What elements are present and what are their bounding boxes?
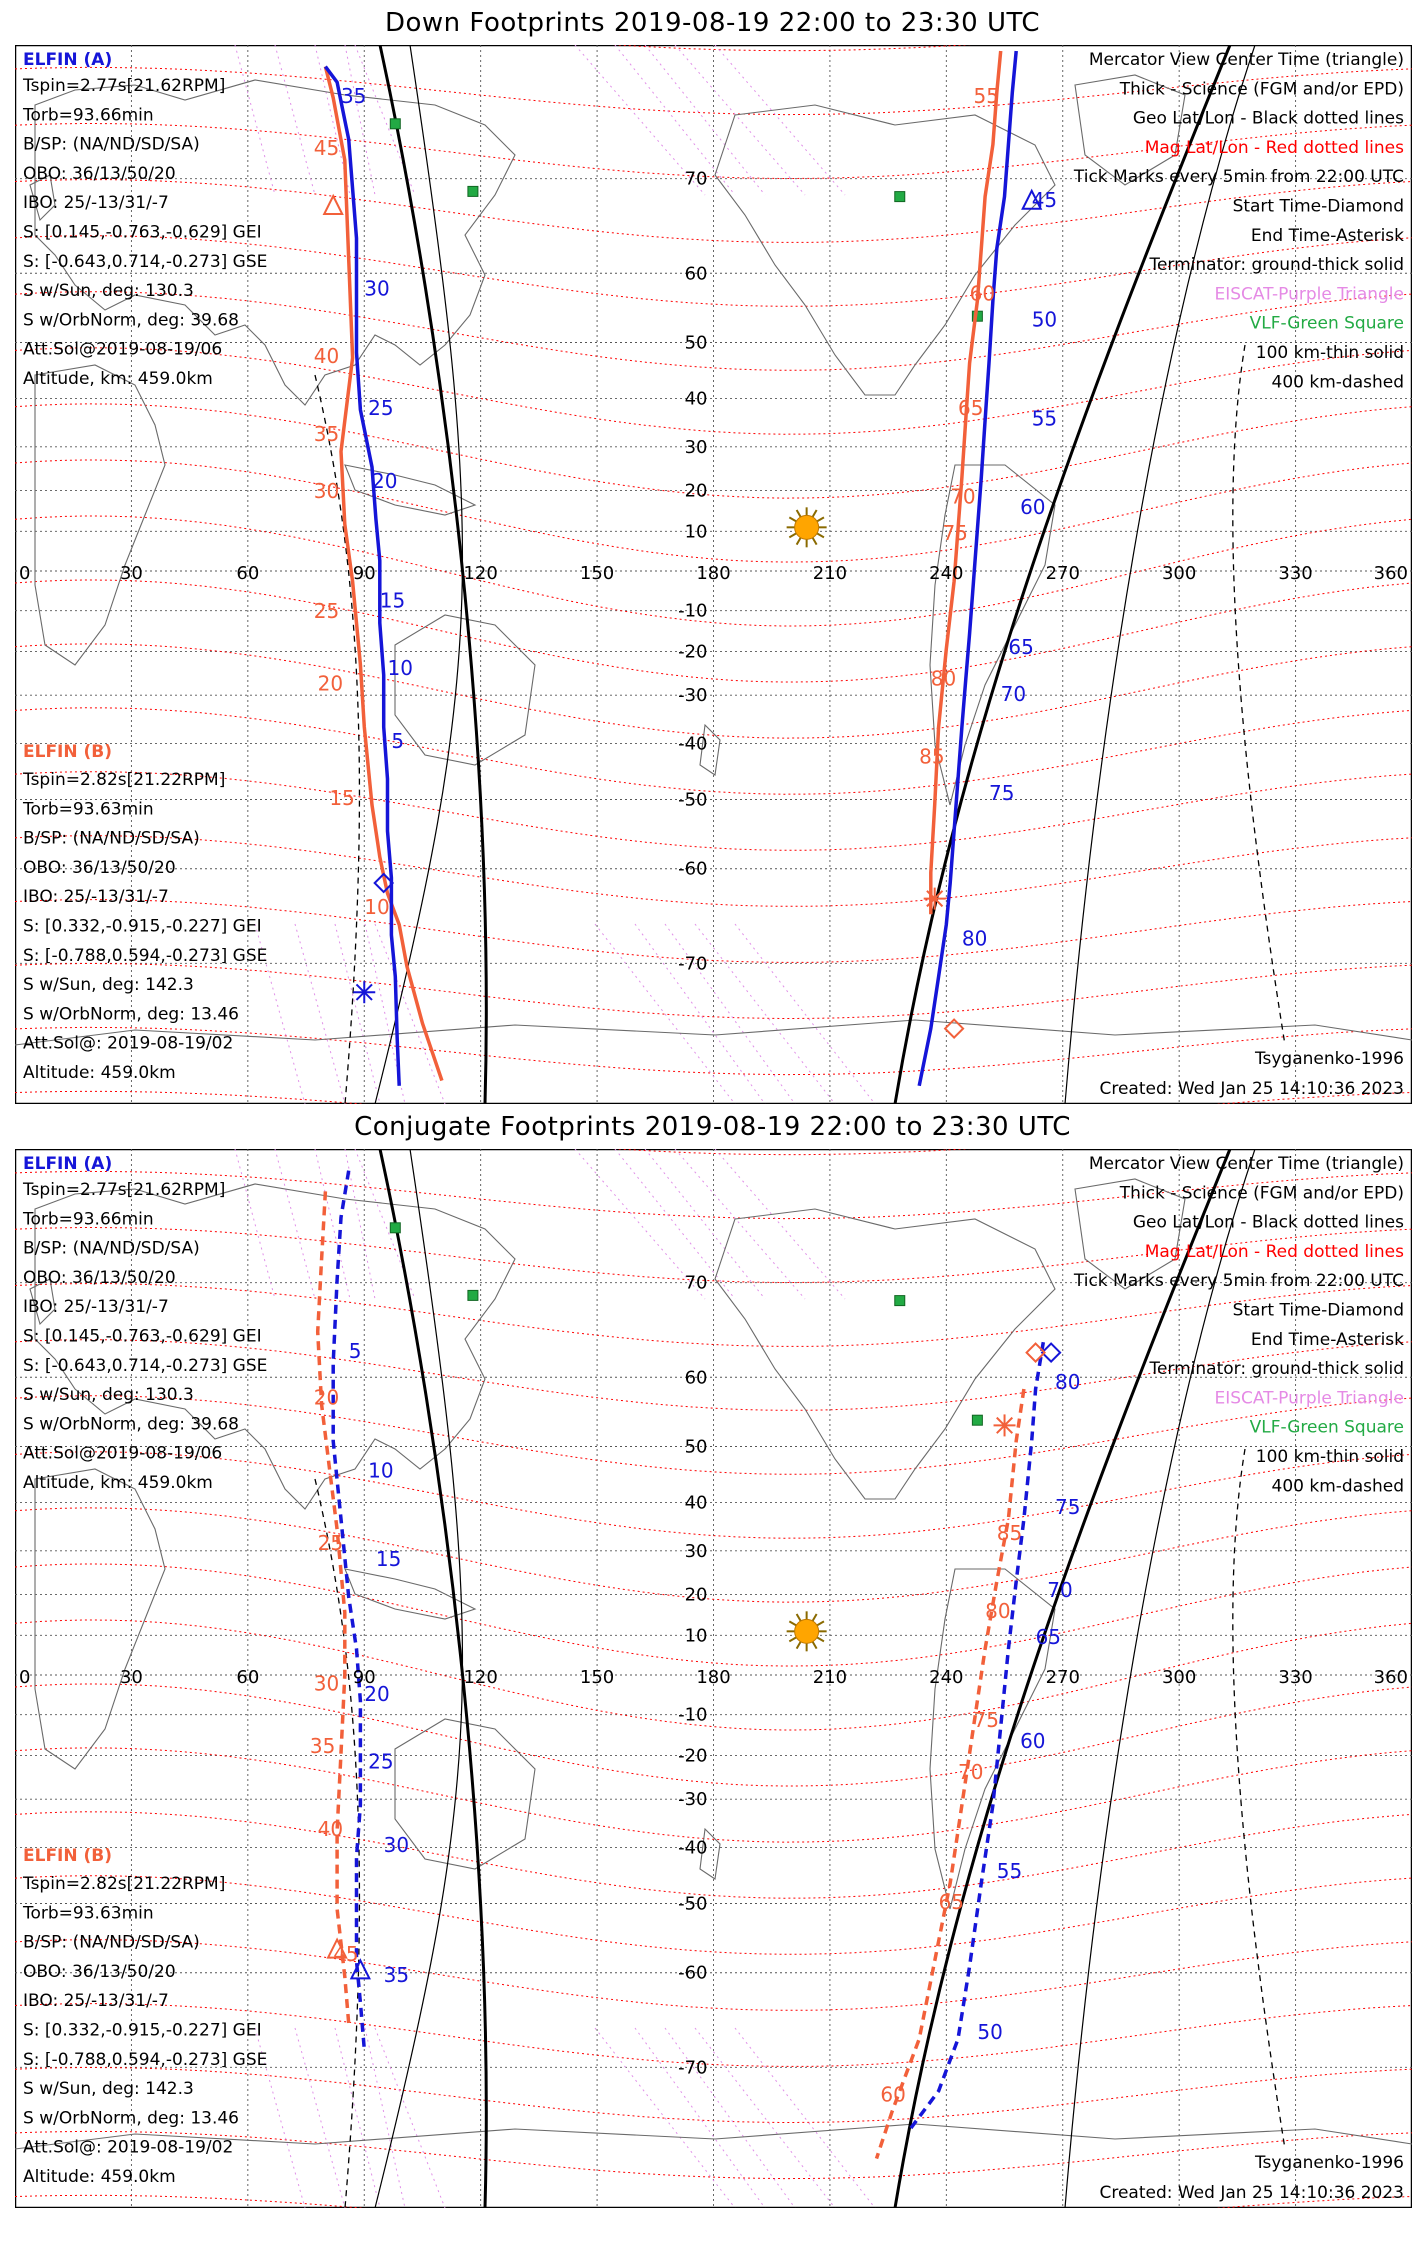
latitude-label: -30 [678,685,708,707]
elfin-a-info-line: Altitude, km: 459.0km [23,1473,213,1493]
legend-entry: Thick - Science (FGM and/or EPD) [1119,1183,1404,1204]
latitude-label: -10 [678,1704,708,1726]
legend-entry: EISCAT-Purple Triangle [1214,284,1404,305]
latitude-label: -50 [678,789,708,811]
elfin-b-tick-label: 25 [317,1531,344,1556]
elfin-b-info-line: Torb=93.63min [23,1903,154,1924]
legend-entry: Mercator View Center Time (triangle) [1088,50,1404,70]
elfin-b-tick-label: 65 [957,396,984,420]
elfin-b-end-asterisk-icon [994,1414,1016,1436]
elfin-a-tick-label: 35 [340,84,367,108]
elfin-b-tick-label: 20 [313,1385,340,1410]
elfin-b-tick-label: 35 [313,422,340,446]
elfin-a-info-line: Att.Sol@2019-08-19/06 [23,1443,223,1464]
latitude-label: 30 [684,1540,708,1562]
elfin-b-tick-label: 40 [313,344,340,368]
elfin-b-info-line: S: [0.332,-0.915,-0.227] GEI [23,916,262,937]
legend-entry: Mercator View Center Time (triangle) [1088,1154,1404,1174]
legend-entry: Tick Marks every 5min from 22:00 UTC [1073,167,1404,188]
elfin-a-tick-label: 30 [383,1832,410,1857]
elfin-a-info-line: Altitude, km: 459.0km [23,369,213,389]
vlf-station-icon [390,1223,400,1233]
longitude-label: 0 [19,1667,31,1688]
elfin-b-tick-label: 75 [942,520,968,545]
longitude-label: 210 [812,1667,848,1688]
legend-entry: Tick Marks every 5min from 22:00 UTC [1073,1271,1404,1292]
legend-entry: VLF-Green Square [1249,1417,1404,1438]
longitude-label: 0 [19,563,31,584]
elfin-a-tick-label: 15 [375,1546,402,1571]
vlf-station-icon [390,119,400,129]
longitude-label: 90 [352,1667,376,1688]
elfin-b-info-line: S: [-0.788,0.594,-0.273] GSE [23,945,268,966]
panel-title-conjugate: Conjugate Footprints 2019-08-19 22:00 to 23:30 UTC [354,1112,1071,1142]
elfin-a-info-line: B/SP: (NA/ND/SD/SA) [23,134,200,155]
elfin-b-tick-label: 30 [313,1671,340,1696]
model-label: Tsyganenko-1996 [1254,1049,1404,1069]
elfin-b-info-line: Tspin=2.82s[21.22RPM] [23,1874,226,1894]
elfin-a-info-line: OBO: 36/13/50/20 [23,1267,176,1288]
elfin-b-info-line: S w/Sun, deg: 142.3 [23,2079,194,2100]
longitude-label: 180 [696,563,731,584]
elfin-a-tick-label: 5 [348,1338,362,1363]
elfin-a-tick-label: 75 [989,780,1015,805]
elfin-b-info-line: B/SP: (NA/ND/SD/SA) [23,1932,200,1953]
elfin-b-tick-label: 60 [969,281,996,306]
sun-disk [795,1619,819,1643]
longitude-label: 90 [352,563,376,584]
elfin-b-tick-label: 35 [309,1734,336,1758]
elfin-b-tick-label: 30 [313,479,340,504]
elfin-a-tick-label: 50 [1031,307,1058,332]
vlf-station-icon [468,186,478,196]
longitude-label: 60 [236,563,260,584]
elfin-b-name: ELFIN (B) [23,742,113,762]
elfin-b-info-line: S: [-0.788,0.594,-0.273] GSE [23,2049,268,2070]
elfin-b-tick-label: 15 [329,786,355,810]
elfin-b-info-line: S w/OrbNorm, deg: 13.46 [23,1004,240,1025]
latitude-label: 30 [684,436,708,458]
latitude-label: -30 [678,1789,708,1811]
latitude-label: -60 [678,858,708,880]
elfin-b-name: ELFIN (B) [23,1846,113,1866]
legend-entry: 100 km-thin solid [1255,343,1404,363]
elfin-a-tick-label: 45 [1031,188,1058,212]
legend-entry: 400 km-dashed [1271,372,1404,393]
elfin-b-tick-label: 85 [919,744,945,769]
legend-entry: VLF-Green Square [1249,313,1404,334]
legend-entry: 400 km-dashed [1271,1476,1404,1497]
elfin-b-info-line: IBO: 25/-13/31/-7 [23,887,169,908]
elfin-a-end-asterisk-icon [353,981,375,1003]
vlf-station-icon [895,192,905,202]
latitude-label: -40 [678,1837,708,1859]
longitude-label: 240 [929,563,964,584]
elfin-a-tick-label: 80 [1054,1370,1081,1394]
elfin-b-tick-label: 65 [938,1890,965,1914]
longitude-label: 270 [1045,563,1080,584]
elfin-b-info-line: S: [0.332,-0.915,-0.227] GEI [23,2020,262,2041]
latitude-label: 60 [684,1367,708,1389]
latitude-label: 70 [684,168,708,190]
elfin-b-info-line: Att.Sol@: 2019-08-19/02 [23,2137,234,2158]
legend-entry: Start Time-Diamond [1232,1300,1404,1321]
elfin-a-info-line: B/SP: (NA/ND/SD/SA) [23,1238,200,1259]
vlf-station-icon [972,1415,982,1425]
elfin-a-tick-label: 10 [387,656,413,680]
longitude-label: 30 [119,563,143,584]
elfin-b-end-asterisk-icon [924,888,946,910]
elfin-a-info-line: Torb=93.66min [23,105,154,126]
elfin-a-info-line: Att.Sol@2019-08-19/06 [23,339,223,360]
longitude-label: 120 [463,563,498,584]
longitude-label: 270 [1045,1667,1080,1688]
elfin-a-tick-label: 5 [391,728,405,753]
model-label: Tsyganenko-1996 [1254,2153,1404,2173]
latitude-label: 50 [684,332,708,354]
latitude-label: 20 [684,480,708,502]
elfin-a-tick-label: 20 [372,468,398,493]
elfin-a-info-line: Tspin=2.77s[21.62RPM] [23,1180,226,1200]
elfin-b-info-line: Tspin=2.82s[21.22RPM] [23,770,226,790]
latitude-label: 50 [684,1436,708,1458]
elfin-a-info-line: S w/OrbNorm, deg: 39.68 [23,1414,240,1435]
latitude-label: -20 [678,1745,708,1767]
latitude-label: -60 [678,1962,708,1984]
latitude-label: -20 [678,641,708,663]
elfin-a-tick-label: 30 [364,276,390,301]
sun-disk [795,515,819,539]
latitude-label: -40 [678,733,708,755]
elfin-a-tick-label: 25 [368,396,394,420]
legend-entry: Mag Lat/Lon - Red dotted lines [1144,1241,1404,1262]
elfin-a-tick-label: 65 [1008,635,1034,660]
vlf-station-icon [895,1296,905,1306]
legend-entry: Terminator: ground-thick solid [1149,1359,1404,1380]
longitude-label: 120 [463,1667,498,1688]
longitude-label: 300 [1161,563,1197,584]
elfin-a-info-line: Torb=93.66min [23,1209,154,1230]
latitude-label: 40 [684,388,708,410]
elfin-b-info-line: S w/Sun, deg: 142.3 [23,975,194,996]
legend-entry: Start Time-Diamond [1232,196,1404,217]
elfin-b-tick-label: 40 [317,1817,344,1842]
elfin-b-info-line: OBO: 36/13/50/20 [23,857,176,878]
longitude-label: 60 [236,1667,260,1688]
elfin-a-tick-label: 70 [1000,682,1027,706]
conjugate-footprints-map [15,1149,1412,2208]
legend-entry: Thick - Science (FGM and/or EPD) [1119,79,1404,100]
longitude-label: 240 [929,1667,964,1688]
legend-entry: Geo Lat/Lon - Black dotted lines [1132,108,1404,129]
legend-entry: EISCAT-Purple Triangle [1214,1388,1404,1409]
elfin-a-info-line: S w/OrbNorm, deg: 39.68 [23,310,240,331]
longitude-label: 330 [1278,563,1313,584]
created-timestamp: Created: Wed Jan 25 14:10:36 2023 [1099,1079,1404,1099]
latitude-label: -70 [678,953,708,975]
latitude-label: 70 [684,1272,708,1294]
elfin-a-tick-label: 50 [977,2020,1003,2044]
elfin-b-info-line: IBO: 25/-13/31/-7 [23,1991,169,2012]
elfin-b-tick-label: 45 [333,1942,359,1966]
elfin-a-tick-label: 75 [1054,1494,1081,1519]
legend-entry: End Time-Asterisk [1250,225,1404,246]
elfin-a-tick-label: 65 [1035,1624,1062,1649]
latitude-label: 10 [684,1625,708,1647]
elfin-b-tick-label: 60 [880,2082,906,2107]
elfin-a-tick-label: 35 [383,1962,410,1987]
elfin-b-tick-label: 55 [973,84,999,108]
legend-entry: 100 km-thin solid [1255,1447,1404,1467]
elfin-b-tick-label: 75 [973,1708,999,1732]
elfin-a-info-line: S w/Sun, deg: 130.3 [23,1385,194,1406]
latitude-label: -50 [678,1893,708,1915]
elfin-a-tick-label: 20 [364,1682,390,1706]
elfin-a-tick-label: 70 [1047,1578,1073,1602]
longitude-label: 30 [119,1667,143,1688]
elfin-a-info-line: S: [0.145,-0.763,-0.629] GEI [23,222,262,243]
elfin-a-info-line: S: [-0.643,0.714,-0.273] GSE [23,1355,268,1376]
elfin-b-tick-label: 80 [930,666,957,691]
panel-title-down: Down Footprints 2019-08-19 22:00 to 23:30 UTC [384,8,1041,38]
longitude-label: 300 [1161,1667,1197,1688]
elfin-a-info-line: OBO: 36/13/50/20 [23,163,176,184]
down-footprints-map [15,45,1412,1104]
elfin-a-tick-label: 10 [368,1458,394,1483]
legend-entry: Geo Lat/Lon - Black dotted lines [1132,1212,1404,1233]
elfin-a-name: ELFIN (A) [23,50,113,70]
longitude-label: 150 [579,563,615,584]
elfin-b-tick-label: 85 [996,1520,1023,1545]
longitude-label: 330 [1278,1667,1313,1688]
elfin-a-info-line: IBO: 25/-13/31/-7 [23,193,169,214]
elfin-b-info-line: B/SP: (NA/ND/SD/SA) [23,828,200,849]
vlf-station-icon [468,1290,478,1300]
latitude-label: -10 [678,600,708,622]
elfin-b-tick-label: 20 [317,671,344,696]
elfin-b-info-line: Att.Sol@: 2019-08-19/02 [23,1033,234,1054]
elfin-b-tick-label: 25 [313,598,340,623]
elfin-a-info-line: IBO: 25/-13/31/-7 [23,1297,169,1318]
longitude-label: 360 [1373,563,1408,584]
elfin-a-tick-label: 25 [368,1749,394,1774]
latitude-label: -70 [678,2057,708,2079]
longitude-label: 360 [1373,1667,1408,1688]
elfin-a-tick-label: 15 [379,588,406,613]
longitude-label: 180 [696,1667,731,1688]
elfin-a-tick-label: 60 [1020,494,1046,519]
latitude-label: 20 [684,1584,708,1606]
elfin-a-info-line: Tspin=2.77s[21.62RPM] [23,76,226,96]
latitude-label: 60 [684,263,708,285]
elfin-a-name: ELFIN (A) [23,1154,113,1174]
latitude-label: 40 [684,1492,708,1514]
created-timestamp: Created: Wed Jan 25 14:10:36 2023 [1099,2183,1404,2203]
elfin-a-tick-label: 55 [996,1858,1023,1883]
elfin-b-info-line: S w/OrbNorm, deg: 13.46 [23,2108,240,2129]
elfin-b-info-line: OBO: 36/13/50/20 [23,1961,176,1982]
elfin-a-tick-label: 55 [1031,406,1058,431]
elfin-a-tick-label: 60 [1020,1728,1046,1753]
elfin-b-tick-label: 80 [985,1598,1011,1623]
elfin-a-info-line: S: [0.145,-0.763,-0.629] GEI [23,1326,262,1347]
elfin-a-info-line: S w/Sun, deg: 130.3 [23,281,194,302]
elfin-a-info-line: S: [-0.643,0.714,-0.273] GSE [23,251,268,272]
elfin-a-tick-label: 80 [961,926,988,951]
legend-entry: Mag Lat/Lon - Red dotted lines [1144,137,1404,158]
legend-entry: Terminator: ground-thick solid [1149,255,1404,276]
elfin-b-info-line: Altitude: 459.0km [23,2167,176,2187]
legend-entry: End Time-Asterisk [1250,1329,1404,1350]
elfin-b-tick-label: 70 [950,484,976,509]
longitude-label: 150 [579,1667,615,1688]
longitude-label: 210 [812,563,848,584]
elfin-b-info-line: Torb=93.63min [23,799,154,820]
latitude-label: 10 [684,521,708,543]
elfin-b-info-line: Altitude: 459.0km [23,1063,176,1083]
elfin-b-tick-label: 70 [957,1760,984,1784]
elfin-b-tick-label: 10 [364,895,390,920]
elfin-b-tick-label: 45 [313,136,340,160]
